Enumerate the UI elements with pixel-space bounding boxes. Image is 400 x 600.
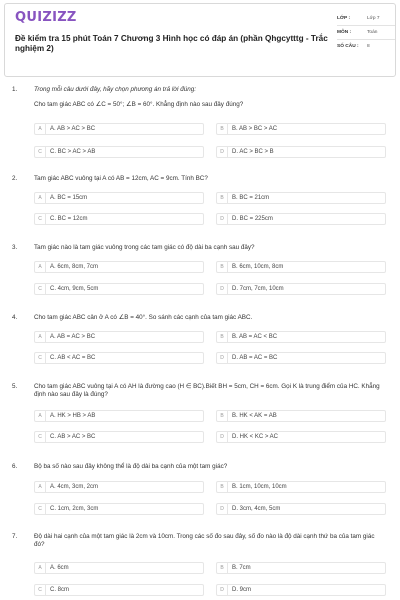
option-b[interactable] xyxy=(216,410,386,422)
meta-value: Toán xyxy=(367,30,378,35)
question-text: Cho tam giác ABC có ∠C = 50°; ∠B = 60°. Khẳng định nào sau đây đúng? xyxy=(34,101,244,108)
option-letter: C xyxy=(35,284,46,294)
option-letter: C xyxy=(35,147,46,157)
option-c[interactable] xyxy=(34,146,204,158)
option-letter: A xyxy=(35,482,46,492)
option-text: D. BC = 225cm xyxy=(232,216,273,222)
option-a[interactable] xyxy=(34,261,204,273)
meta-value: Lớp 7 xyxy=(367,16,380,21)
option-d[interactable] xyxy=(216,431,386,443)
option-a[interactable] xyxy=(34,192,204,204)
option-letter: A xyxy=(35,411,46,421)
option-d[interactable] xyxy=(216,146,386,158)
option-text: A. BC = 15cm xyxy=(50,195,88,201)
option-c[interactable] xyxy=(34,503,204,515)
option-letter: B xyxy=(217,482,228,492)
question-number: 1. xyxy=(12,86,18,93)
option-text: A. AB = AC > BC xyxy=(50,334,96,340)
option-text: C. 4cm, 9cm, 5cm xyxy=(50,286,99,292)
option-text: D. 9cm xyxy=(232,587,252,593)
meta-label: LỚP : xyxy=(337,16,351,21)
option-letter: C xyxy=(35,504,46,514)
option-text: B. 7cm xyxy=(232,565,251,571)
option-b[interactable] xyxy=(216,123,386,135)
worksheet-header xyxy=(4,3,396,77)
option-letter: D xyxy=(217,432,228,442)
option-letter: D xyxy=(217,147,228,157)
option-text: D. 7cm, 7cm, 10cm xyxy=(232,286,284,292)
option-c[interactable] xyxy=(34,584,204,596)
question-text: Cho tam giác ABC cân ở A có ∠B = 40°. So sánh các cạnh của tam giác ABC. xyxy=(34,314,253,321)
option-a[interactable] xyxy=(34,123,204,135)
option-a[interactable] xyxy=(34,410,204,422)
option-b[interactable] xyxy=(216,261,386,273)
question-number: 6. xyxy=(12,463,18,470)
option-b[interactable] xyxy=(216,481,386,493)
option-d[interactable] xyxy=(216,503,386,515)
option-letter: A xyxy=(35,262,46,272)
option-text: A. AB > AC > BC xyxy=(50,126,96,132)
option-text: C. AB < AC = BC xyxy=(50,355,96,361)
option-text: B. BC = 21cm xyxy=(232,195,270,201)
option-text: B. AB > BC > AC xyxy=(232,126,278,132)
option-a[interactable] xyxy=(34,481,204,493)
meta-row-class xyxy=(337,12,395,26)
option-c[interactable] xyxy=(34,431,204,443)
meta-value: 8 xyxy=(367,44,370,49)
option-letter: A xyxy=(35,332,46,342)
option-text: A. 4cm, 3cm, 2cm xyxy=(50,484,99,490)
option-letter: D xyxy=(217,353,228,363)
option-text: D. HK < KC > AC xyxy=(232,434,279,440)
question-number: 7. xyxy=(12,533,18,540)
option-a[interactable] xyxy=(34,331,204,343)
option-text: B. 1cm, 10cm, 10cm xyxy=(232,484,287,490)
option-text: C. AB > AC > BC xyxy=(50,434,96,440)
option-letter: B xyxy=(217,563,228,573)
option-text: C. BC = 12cm xyxy=(50,216,88,222)
option-letter: C xyxy=(35,432,46,442)
option-text: B. 6cm, 10cm, 8cm xyxy=(232,264,284,270)
option-letter: B xyxy=(217,411,228,421)
option-letter: A xyxy=(35,193,46,203)
option-letter: D xyxy=(217,214,228,224)
option-text: C. 1cm, 2cm, 3cm xyxy=(50,506,99,512)
option-letter: B xyxy=(217,332,228,342)
option-d[interactable] xyxy=(216,283,386,295)
option-b[interactable] xyxy=(216,562,386,574)
option-text: A. 6cm xyxy=(50,565,69,571)
question-number: 5. xyxy=(12,383,18,390)
option-text: D. AB = AC = BC xyxy=(232,355,278,361)
quizizz-logo: QUIZIZZ xyxy=(15,10,77,25)
option-text: D. AC > BC > B xyxy=(232,149,274,155)
question-text: Độ dài hai cạnh của một tam giác là 2cm và 10cm. Trong các số đo sau đây, số đo nào là độ dài cạnh thứ ba của tam giác đó? xyxy=(34,533,375,548)
option-letter: B xyxy=(217,262,228,272)
option-text: A. 6cm, 8cm, 7cm xyxy=(50,264,99,270)
worksheet-title: Đề kiểm tra 15 phút Toán 7 Chương 3 Hình học có đáp án (phần Qhgcytttg - Trắc nghiệm 2) xyxy=(15,34,328,53)
option-letter: B xyxy=(217,193,228,203)
option-letter: A xyxy=(35,563,46,573)
option-text: C. 8cm xyxy=(50,587,70,593)
option-c[interactable] xyxy=(34,352,204,364)
option-letter: C xyxy=(35,353,46,363)
meta-label: MÔN : xyxy=(337,30,352,35)
meta-row-subject xyxy=(337,26,395,40)
option-text: B. AB = AC < BC xyxy=(232,334,278,340)
option-d[interactable] xyxy=(216,352,386,364)
option-letter: A xyxy=(35,124,46,134)
option-a[interactable] xyxy=(34,562,204,574)
question-number: 4. xyxy=(12,314,18,321)
question-text: Tam giác ABC vuông tại A có AB = 12cm, AC = 9cm. Tính BC? xyxy=(34,175,208,182)
option-letter: C xyxy=(35,214,46,224)
question-text: Tam giác nào là tam giác vuông trong các tam giác có độ dài ba cạnh sau đây? xyxy=(34,244,255,251)
option-c[interactable] xyxy=(34,283,204,295)
instruction-text: Trong mỗi câu dưới đây, hãy chọn phương án trả lời đúng: xyxy=(34,86,196,93)
option-text: B. HK < AK = AB xyxy=(232,413,277,419)
option-letter: D xyxy=(217,504,228,514)
option-letter: D xyxy=(217,585,228,595)
option-d[interactable] xyxy=(216,213,386,225)
option-letter: D xyxy=(217,284,228,294)
option-text: A. HK > HB > AB xyxy=(50,413,96,419)
question-text: Bộ ba số nào sau đây không thể là độ dài ba cạnh của một tam giác? xyxy=(34,463,228,470)
option-d[interactable] xyxy=(216,584,386,596)
meta-row-count xyxy=(337,40,395,53)
question-number: 3. xyxy=(12,244,18,251)
option-b[interactable] xyxy=(216,331,386,343)
option-letter: C xyxy=(35,585,46,595)
option-c[interactable] xyxy=(34,213,204,225)
option-text: C. BC > AC > AB xyxy=(50,149,96,155)
option-text: D. 3cm, 4cm, 5cm xyxy=(232,506,281,512)
meta-label: SỐ CÂU : xyxy=(337,44,359,49)
option-letter: B xyxy=(217,124,228,134)
question-text: Cho tam giác ABC vuông tại A có AH là đường cao (H ∈ BC).Biết BH = 5cm, CH = 6cm. Gọi K là trung điểm của HC. Khẳng định nào sau đây là đúng? xyxy=(34,383,380,398)
question-number: 2. xyxy=(12,175,18,182)
worksheet-meta xyxy=(337,12,395,53)
option-b[interactable] xyxy=(216,192,386,204)
